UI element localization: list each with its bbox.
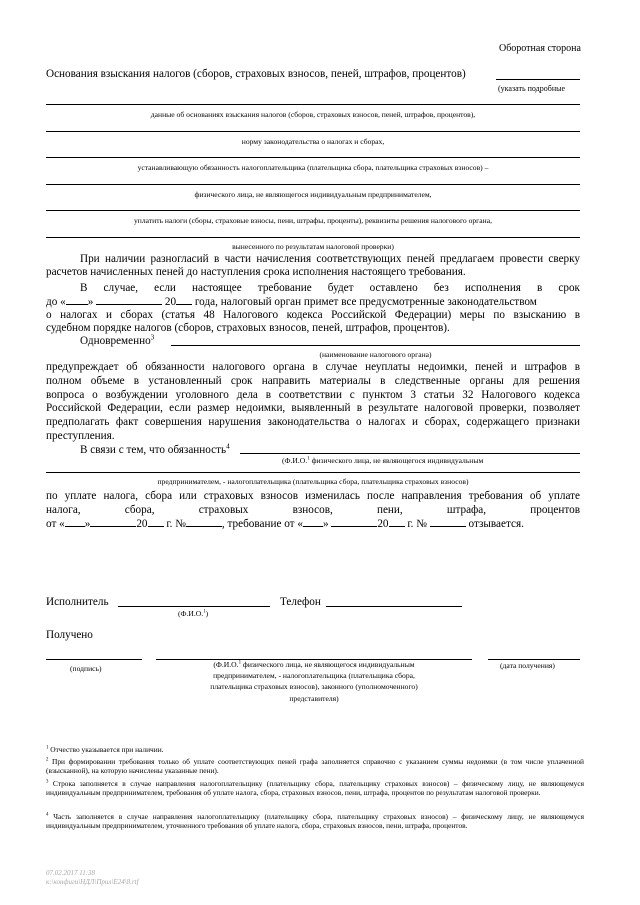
obligation-line-3 <box>46 516 524 531</box>
obligation-line-1: по уплате налога, сбора или страховых взносов изменилась после направления требования об уплате <box>46 490 580 502</box>
footnote-ref-3: 3 <box>150 333 155 342</box>
failure-line-2 <box>46 294 580 309</box>
executor-fio-caption-text: (Ф.И.О. <box>178 609 204 618</box>
obligation-word-2: сбора, <box>124 504 155 516</box>
footnote-2-num: 2 <box>46 757 49 763</box>
date-caption: (дата получения) <box>500 661 555 670</box>
obligation-word-6: штрафа, <box>446 504 487 516</box>
grounds-line-0[interactable] <box>496 79 580 80</box>
failure-year-prefix: 20 <box>164 296 177 308</box>
failure-line-3: о налогах и сборах (статья 48 Налогового кодекса Российской Федерации) меры по взысканию в <box>46 309 580 321</box>
obligation-word-5: пени, <box>376 504 403 516</box>
warning-line-6: преступления. <box>46 430 115 442</box>
req2-month-field[interactable] <box>331 516 377 527</box>
failure-line-1: В случае, если настоящее требование будет оставлено без исполнения в срок <box>80 282 580 294</box>
obligation-word-7: процентов <box>530 504 580 516</box>
failure-year-field[interactable] <box>176 294 192 305</box>
footnote-ref-4: 4 <box>226 442 230 451</box>
side-label: Оборотная сторона <box>499 43 581 54</box>
grounds-line-3[interactable] <box>46 157 580 158</box>
taxpayer-caption-1 <box>282 456 483 465</box>
disagreement-line-2: расчетов начисленных пеней до наступления срока исполнения настоящего требования. <box>46 266 466 278</box>
grounds-line-6[interactable] <box>46 237 580 238</box>
tax-authority-caption: (наименование налогового органа) <box>319 350 432 359</box>
warning-line-3: вопроса о возбуждении уголовного дела в соответствии с пунктом 3 статьи 32 Налогового кодекса <box>46 389 580 401</box>
simultaneously-label <box>80 334 154 348</box>
grounds-caption-1: данные об основаниях взыскания налогов (сборов, страховых взносов, пеней, штрафов, процентов), <box>150 110 476 119</box>
req1-number-field[interactable] <box>186 516 222 527</box>
taxpayer-caption-2: предпринимателем, - налогоплательщика (плательщика сбора, плательщика страховых взносов) <box>157 477 469 486</box>
executor-fio-caption <box>178 609 208 618</box>
grounds-caption-3: устанавливающую обязанность налогоплательщика (плательщика сбора, плательщика страховых взносов) – <box>137 163 489 172</box>
tax-authority-field[interactable] <box>171 345 580 346</box>
failure-month-field[interactable] <box>96 294 162 305</box>
warning-line-2: полном объеме в установленный срок направить материалы в следственные органы для решения <box>46 375 580 387</box>
phone-field[interactable] <box>326 606 462 607</box>
footnote-1-num: 1 <box>46 745 49 751</box>
disagreement-line-1: При наличии разногласий в части начисления соответствующих пеней предлагаем провести сверку <box>80 253 580 265</box>
warning-line-1: предупреждает об обязанности налогового органа в случае неуплаты недоимки, пеней и штрафов в <box>46 361 580 373</box>
req2-number-field[interactable] <box>430 516 466 527</box>
file-stamp-path: к:\конфиги\НДЛ\Прил\E24\8.rtf <box>46 878 139 886</box>
revoked-label: отзывается. <box>468 518 524 530</box>
req2-label: , требование от « <box>221 518 303 530</box>
footnote-3 <box>46 779 584 798</box>
req1-close: » <box>84 518 91 530</box>
failure-date-close: » <box>87 296 94 308</box>
warning-line-5: предполагать факт совершения нарушения законодательства о налогах и сборах, содержащего признаки <box>46 416 580 428</box>
executor-name-field[interactable] <box>118 606 270 607</box>
grounds-caption-2: норму законодательства о налогах и сборах, <box>241 137 385 146</box>
warning-line-4: Российской Федерации, если размер недоимки, выявленный в результате налоговой проверки, позволяет <box>46 402 580 414</box>
executor-fio-close: ) <box>205 609 209 618</box>
recipient-caption-4: представителя) <box>289 694 339 703</box>
signature-field[interactable] <box>46 659 142 660</box>
recipient-caption-3: плательщика страховых взносов), законного (уполномоченного) <box>210 682 418 691</box>
grounds-line-4[interactable] <box>46 184 580 185</box>
req1-number-label: г. № <box>166 518 186 530</box>
executor-fio-ref: 1 <box>203 609 206 615</box>
grounds-caption-4: физического лица, не являющегося индивидуальным предпринимателем, <box>194 190 432 199</box>
footnote-1 <box>46 745 584 754</box>
receipt-date-field[interactable] <box>488 659 580 660</box>
grounds-note-right: (указать подробные <box>498 84 566 93</box>
req2-day-field[interactable] <box>303 516 323 527</box>
recipient-caption-1a: (Ф.И.О. <box>213 660 239 669</box>
failure-day-field[interactable] <box>66 294 88 305</box>
taxpayer-caption-1-ref: 1 <box>307 456 310 462</box>
footnote-4-text: Часть заполняется в случае направления налогоплательщику (плательщику сбора, плательщику страховых взносов) – физическому лицу, не являющемуся индивидуальным предпринимателем, уточненного требования об уплате налога, сбора, страховых взносов, пени, штрафа, процентов. <box>46 812 584 831</box>
obligation-word-4: взносов, <box>292 504 333 516</box>
failure-date-open: до « <box>46 296 66 308</box>
signature-caption: (подпись) <box>70 664 102 673</box>
obligation-label <box>80 443 230 457</box>
phone-label: Телефон <box>280 596 321 608</box>
grounds-line-1[interactable] <box>46 104 580 105</box>
footnote-3-text: Строка заполняется в случае направления налогоплательщику (плательщику сбора, плательщику страховых взносов) – физическому лицу, не являющемуся индивидуальным предпринимателем, требования об уплате налога, сбора, страховых взносов, пени, штрафа, процентов по результатам налоговой проверки. <box>46 779 584 798</box>
recipient-caption-1-ref: 1 <box>238 660 242 666</box>
footnote-2 <box>46 757 584 776</box>
taxpayer-caption-1a: (Ф.И.О. <box>282 456 308 465</box>
failure-line-4: судебном порядке налогов (сборов, страховых взносов, пеней, штрафов, процентов). <box>46 322 450 334</box>
taxpayer-name-field[interactable] <box>240 453 580 454</box>
file-stamp-date: 07.02.2017 11:38 <box>46 869 96 877</box>
footnote-1-text: Отчество указывается при наличии. <box>48 745 164 754</box>
req1-year-prefix: 20 <box>136 518 148 530</box>
recipient-caption-1 <box>156 660 472 669</box>
obligation-word-3: страховых <box>198 504 249 516</box>
obligation-label-text: В связи с тем, что обязанность <box>80 444 227 456</box>
grounds-line-5[interactable] <box>46 210 580 211</box>
simultaneously-label-text: Одновременно <box>80 335 151 347</box>
grounds-line-2[interactable] <box>46 131 580 132</box>
footnote-2-text: При формировании требования только об уплате соответствующих пеней графа заполняется справочно с указанием суммы недоимки (в том числе уплаченной (взысканной), на которую начислены указанные пени). <box>46 757 584 776</box>
obligation-word-1: налога, <box>46 504 81 516</box>
footnote-3-num: 3 <box>46 779 49 785</box>
req2-year-prefix: 20 <box>377 518 389 530</box>
req1-year-field[interactable] <box>148 516 164 527</box>
executor-label: Исполнитель <box>46 596 109 608</box>
taxpayer-name-field-2[interactable] <box>46 472 580 473</box>
failure-line-2-rest: года, налоговый орган примет все предусмотренные законодательством <box>194 296 537 308</box>
req2-number-label: г. № <box>407 518 427 530</box>
req1-month-field[interactable] <box>90 516 136 527</box>
received-label: Получено <box>46 629 93 641</box>
req1-day-field[interactable] <box>65 516 85 527</box>
grounds-caption-5: уплатить налоги (сборы, страховые взносы, пени, штрафы, проценты), реквизиты решения налогового органа, <box>134 216 492 225</box>
footnote-4 <box>46 812 584 831</box>
taxpayer-caption-1b: физического лица, не являющегося индивидуальным <box>309 456 484 465</box>
grounds-caption-6: вынесенного по результатам налоговой проверки) <box>232 242 394 251</box>
footnote-4-num: 4 <box>46 812 49 818</box>
grounds-title: Основания взыскания налогов (сборов, страховых взносов, пеней, штрафов, процентов) <box>46 68 466 80</box>
recipient-caption-1b: физического лица, не являющегося индивидуальным <box>241 660 415 669</box>
obligation-line-2 <box>46 503 580 517</box>
req2-year-field[interactable] <box>389 516 405 527</box>
req2-close: » <box>322 518 329 530</box>
req1-open: от « <box>46 518 65 530</box>
recipient-caption-2: предпринимателем, - налогоплательщика (плательщика сбора, <box>213 671 415 680</box>
